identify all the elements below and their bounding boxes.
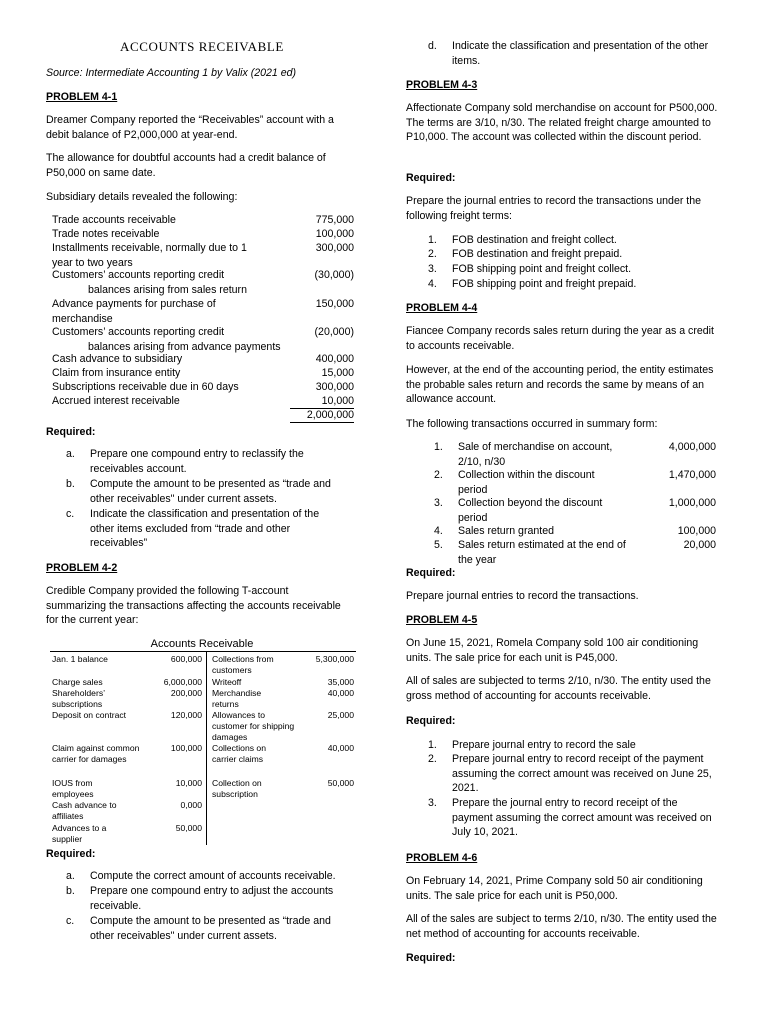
total-rule-bottom xyxy=(290,422,354,423)
t-debit-label: IOUS from employees xyxy=(52,778,94,799)
t-credit-amount: 50,000 xyxy=(327,778,354,788)
t-debit-amount: 200,000 xyxy=(170,688,202,698)
source-citation: Source: Intermediate Accounting 1 by Valix (2021 ed) xyxy=(46,67,297,79)
t-credit-label: Merchandise returns xyxy=(212,688,262,709)
problem-4-2-intro: Credible Company provided the following T-account summarizing the transactions affecting the accounts receivable for the current year: xyxy=(46,585,341,627)
t-account-divider xyxy=(206,651,207,845)
problem-4-4-required: Required: xyxy=(406,567,456,579)
t-debit-label: Jan. 1 balance xyxy=(52,654,108,664)
problem-4-4-intro: Fiancee Company records sales return during the year as a credit to accounts receivable. xyxy=(406,325,714,352)
t-debit-amount: 600,000 xyxy=(170,654,202,664)
problem-4-5-required: Required: xyxy=(406,715,456,727)
document-title: ACCOUNTS RECEIVABLE xyxy=(120,39,284,54)
t-debit-label: Cash advance to affiliates xyxy=(52,800,117,821)
problem-4-1-heading: PROBLEM 4-1 xyxy=(46,91,118,103)
t-credit-amount: 35,000 xyxy=(327,677,354,687)
t-debit-amount: 120,000 xyxy=(170,710,202,720)
problem-4-5-intro: On June 15, 2021, Romela Company sold 100 air conditioning units. The sale price for each unit is P45,000. xyxy=(406,637,699,664)
problem-4-6-intro: On February 14, 2021, Prime Company sold 50 air conditioning units. The sale price for each unit is P50,000. xyxy=(406,875,703,902)
t-credit-label: Collection on subscription xyxy=(212,778,262,799)
problem-4-3-required: Required: xyxy=(406,172,456,184)
problem-4-6-heading: PROBLEM 4-6 xyxy=(406,852,478,864)
t-debit-amount: 10,000 xyxy=(175,778,202,788)
t-debit-label: Charge sales xyxy=(52,677,103,687)
problem-4-6-terms: All of the sales are subject to terms 2/10, n/30. The entity used the net method of accounting for accounts receivable. xyxy=(406,913,717,940)
problem-4-1-required: Required: xyxy=(46,426,96,438)
problem-4-3-instruction: Prepare the journal entries to record the transactions under the following freight terms: xyxy=(406,195,702,222)
problem-4-2-heading: PROBLEM 4-2 xyxy=(46,562,118,574)
t-credit-amount: 5,300,000 xyxy=(315,654,354,664)
t-debit-amount: 100,000 xyxy=(170,743,202,753)
problem-4-5-heading: PROBLEM 4-5 xyxy=(406,614,478,626)
t-credit-label: Collections from customers xyxy=(212,654,274,675)
problem-4-1-intro: Dreamer Company reported the “Receivables” account with a debit balance of P2,000,000 at year-end. xyxy=(46,114,334,141)
t-debit-amount: 6,000,000 xyxy=(163,677,202,687)
t-credit-amount: 40,000 xyxy=(327,688,354,698)
t-credit-label: Collections on carrier claims xyxy=(212,743,266,764)
t-credit-label: Allowances to customer for shipping damages xyxy=(212,710,295,742)
problem-4-5-terms: All of sales are subjected to terms 2/10, n/30. The entity used the gross method of accounting for accounts receivable. xyxy=(406,675,711,702)
problem-4-1-allowance: The allowance for doubtful accounts had a credit balance of P50,000 on same date. xyxy=(46,152,326,179)
t-debit-label: Claim against common carrier for damages xyxy=(52,743,140,764)
problem-4-6-required: Required: xyxy=(406,952,456,964)
problem-4-2-required: Required: xyxy=(46,848,96,860)
t-account-top-rule xyxy=(50,651,356,652)
t-debit-label: Advances to a supplier xyxy=(52,823,107,844)
problem-4-4-summary-intro: The following transactions occurred in summary form: xyxy=(406,418,658,430)
problem-4-4-allowance: However, at the end of the accounting period, the entity estimates the probable sales return and records the same by means of an allowance account. xyxy=(406,364,714,406)
t-debit-label: Deposit on contract xyxy=(52,710,127,720)
problem-4-1-subsidiary-intro: Subsidiary details revealed the following: xyxy=(46,191,238,203)
t-debit-label: Shareholders’ subscriptions xyxy=(52,688,105,709)
problem-4-3-intro: Affectionate Company sold merchandise on account for P500,000. The terms are 3/10, n/30. The related freight charge amounted to P10,000. The account was collected within the discount period. xyxy=(406,102,718,144)
t-credit-amount: 25,000 xyxy=(327,710,354,720)
t-credit-amount: 40,000 xyxy=(327,743,354,753)
t-debit-amount: 0,000 xyxy=(180,800,202,810)
problem-4-4-instruction: Prepare journal entries to record the transactions. xyxy=(406,590,639,602)
t-debit-amount: 50,000 xyxy=(175,823,202,833)
t-account-title: Accounts Receivable xyxy=(150,638,254,650)
problem-4-4-heading: PROBLEM 4-4 xyxy=(406,302,478,314)
problem-4-3-heading: PROBLEM 4-3 xyxy=(406,79,478,91)
t-credit-label: Writeoff xyxy=(212,677,242,687)
